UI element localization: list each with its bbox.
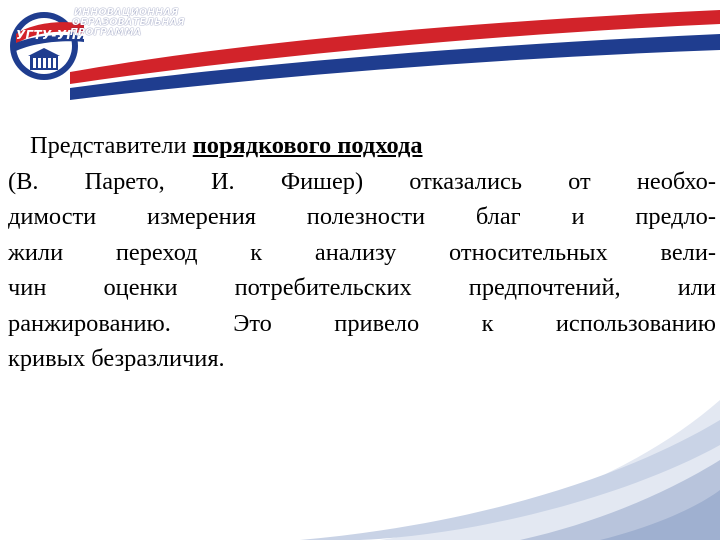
- text-line-4: жили переход к анализу относительных вели-: [8, 238, 716, 266]
- slide-body-text: [8, 128, 716, 377]
- program-line-1: ИННОВАЦИОННАЯ: [74, 7, 179, 18]
- logo-text: УГТУ-УПИ: [16, 28, 88, 42]
- text-line-1: [8, 128, 716, 164]
- lead-text: Представители: [30, 132, 193, 159]
- header-swoosh: [0, 0, 720, 110]
- emphasis-text: порядкового подхода: [192, 132, 423, 159]
- text-line-5: чин оценки потребительских предпочтений, или: [8, 274, 716, 301]
- text-line-7: кривых безразличия.: [8, 345, 225, 372]
- text-line-2: (В. Парето, И. Фишер) отказались от необхо-: [8, 167, 716, 195]
- program-line-3: ПРОГРАММА: [70, 27, 142, 38]
- text-line-6: ранжированию. Это привело к использованию: [8, 309, 716, 337]
- text-line-3: димости измерения полезности благ и предло-: [8, 203, 716, 230]
- program-line-2: ОБРАЗОВАТЕЛЬНАЯ: [72, 17, 185, 28]
